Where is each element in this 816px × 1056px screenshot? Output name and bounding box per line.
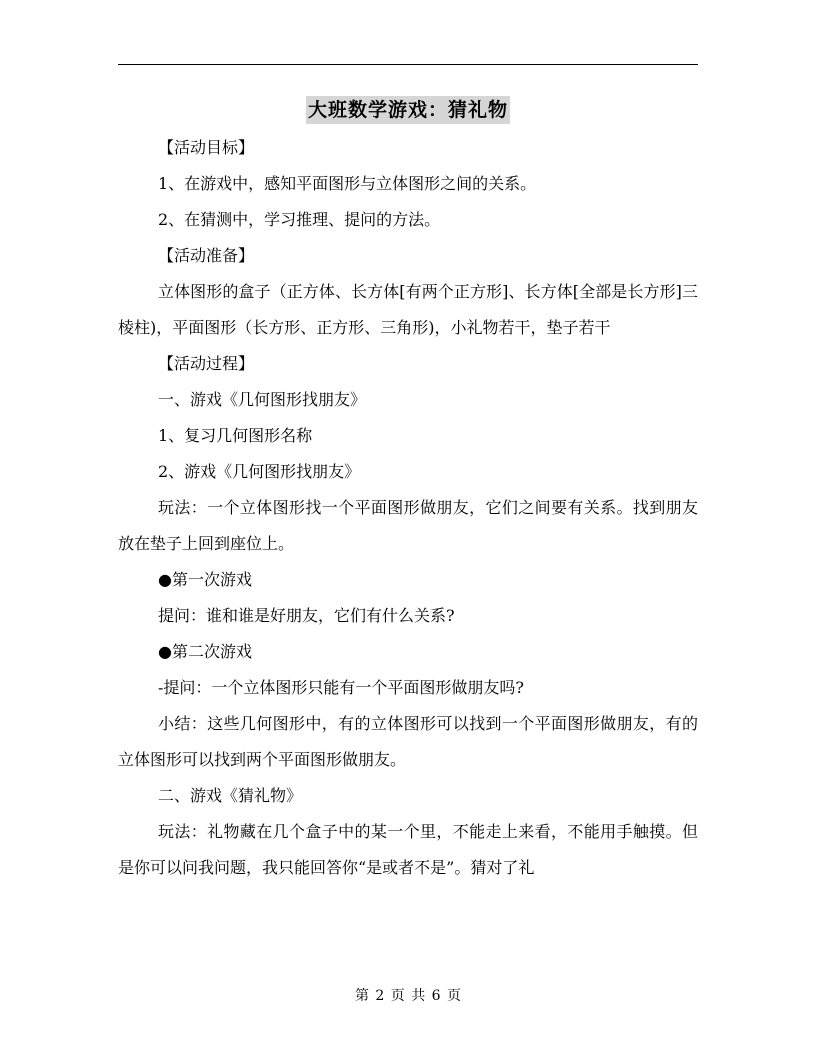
first-round-question: 提问：谁和谁是好朋友，它们有什么关系? [158, 606, 455, 625]
title-area [0, 96, 816, 124]
goal-item-1: 1、在游戏中，感知平面图形与立体图形之间的关系。 [158, 174, 537, 193]
game-rules-1: 玩法：一个立体图形找一个平面图形做朋友，它们之间要有关系。找到朋友放在垫子上回到座位上。 [118, 498, 698, 553]
header-rule [118, 64, 698, 65]
second-round-heading: ●第二次游戏 [158, 642, 252, 661]
process-step-1: 1、复习几何图形名称 [158, 426, 313, 445]
document-body [118, 130, 698, 886]
goal-item-2: 2、在猜测中，学习推理、提问的方法。 [158, 210, 441, 229]
game-rules-2: 玩法：礼物藏在几个盒子中的某一个里，不能走上来看，不能用手触摸。但是你可以问我问题，我只能回答你“是或者不是”。猜对了礼 [118, 822, 698, 877]
section-heading-process: 【活动过程】 [158, 354, 255, 373]
process-step-2: 2、游戏《几何图形找朋友》 [158, 462, 361, 481]
page-footer: 第 2 页 共 6 页 [354, 988, 462, 1004]
process-part-1: 一、游戏《几何图形找朋友》 [158, 390, 367, 409]
summary-text: 小结：这些几何图形中，有的立体图形可以找到一个平面图形做朋友，有的立体图形可以找到两个平面图形做朋友。 [118, 714, 698, 769]
section-heading-goals: 【活动目标】 [158, 138, 255, 157]
preparation-text: 立体图形的盒子（正方体、长方体[有两个正方形]、长方体[全部是长方形]三棱柱)，平面图形（长方形、正方形、三角形)，小礼物若干，垫子若干 [118, 282, 698, 337]
section-heading-preparation: 【活动准备】 [158, 246, 255, 265]
second-round-question: -提问：一个立体图形只能有一个平面图形做朋友吗? [158, 678, 524, 697]
process-part-2: 二、游戏《猜礼物》 [158, 786, 303, 805]
document-title: 大班数学游戏：猜礼物 [306, 96, 510, 124]
first-round-heading: ●第一次游戏 [158, 570, 252, 589]
